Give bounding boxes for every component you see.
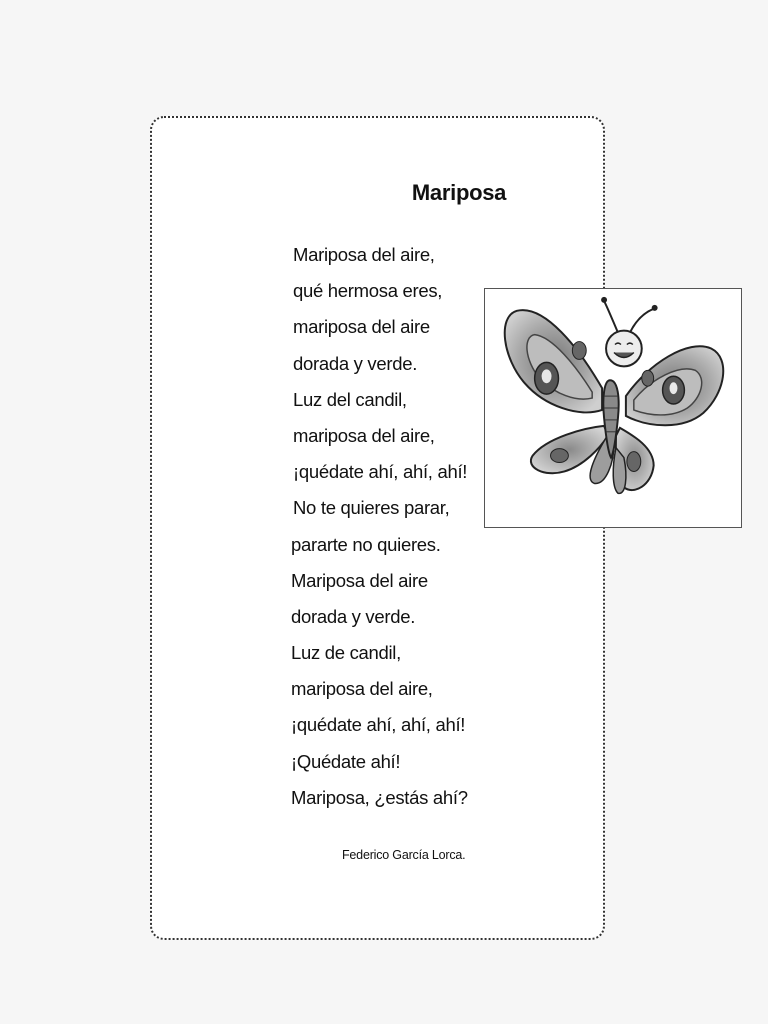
poem-line: Mariposa del aire [291, 569, 428, 591]
poem-line: ¡Quédate ahí! [291, 750, 401, 772]
poem-line: pararte no quieres. [291, 533, 441, 555]
poem-line: ¡quédate ahí, ahí, ahí! [291, 714, 466, 736]
butterfly-drawing-icon [485, 289, 741, 527]
poem-line: mariposa del aire, [293, 424, 435, 446]
poem-line: mariposa del aire, [291, 678, 433, 700]
butterfly-illustration [484, 288, 742, 528]
poem-line: Luz de candil, [291, 642, 401, 664]
poem-line: ¡quédate ahí, ahí, ahí! [293, 461, 468, 483]
poem-title: Mariposa [411, 180, 507, 205]
poem-line: Luz del candil, [293, 388, 407, 410]
poem-line: mariposa del aire [293, 316, 430, 338]
poem-line: Mariposa del aire, [293, 244, 435, 265]
poem-author: Federico García Lorca. [342, 848, 466, 862]
poem-verses [293, 240, 468, 819]
poem-line: dorada y verde. [293, 352, 418, 374]
poem-line: Mariposa, ¿estás ahí? [291, 786, 468, 808]
poem-line: qué hermosa eres, [293, 280, 443, 302]
poem-line: dorada y verde. [291, 605, 416, 627]
poem-line: No te quieres parar, [293, 497, 450, 519]
